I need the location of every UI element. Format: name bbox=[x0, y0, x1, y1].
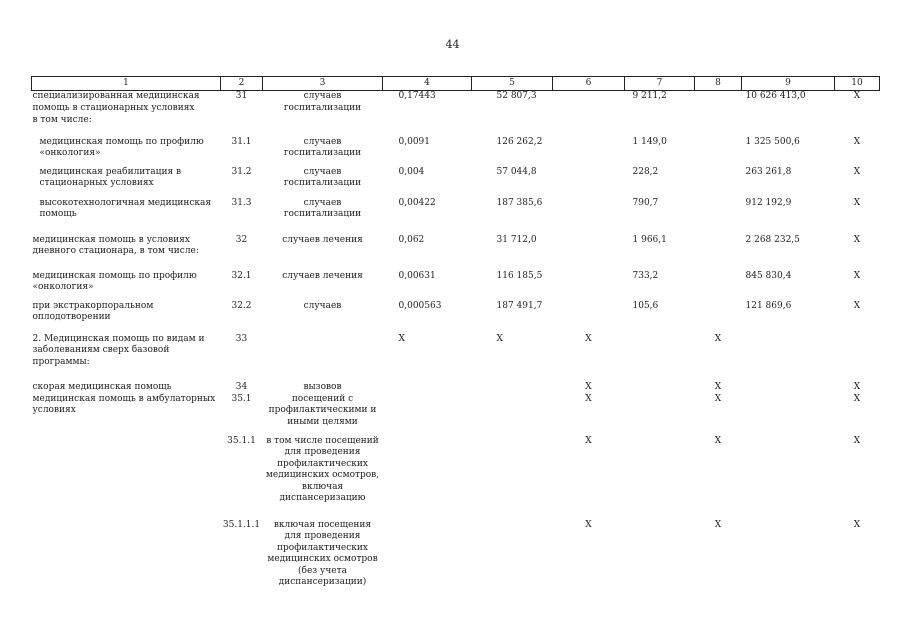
norm-cost: 116 185,5 bbox=[496, 270, 543, 281]
col-header-6: 6 bbox=[553, 77, 625, 91]
per-capita bbox=[625, 382, 695, 394]
col-10: Х bbox=[853, 197, 861, 208]
table-row bbox=[32, 271, 880, 301]
unit: случаев госпитализации bbox=[283, 197, 362, 219]
col-6 bbox=[553, 137, 625, 167]
total-cost: 263 261,8 bbox=[745, 166, 792, 177]
unit: случаев госпитализации bbox=[283, 166, 362, 188]
col-6 bbox=[553, 271, 625, 301]
row-code: 35.1.1 bbox=[227, 435, 256, 446]
row-label: скорая медицинская помощь bbox=[32, 381, 172, 392]
norm-cost bbox=[472, 394, 553, 436]
per-capita: 228,2 bbox=[632, 166, 659, 177]
norm-cost: 187 491,7 bbox=[496, 300, 543, 311]
row-code: 32.2 bbox=[231, 300, 252, 311]
table-row bbox=[32, 91, 880, 115]
total-cost: 845 830,4 bbox=[745, 270, 792, 281]
per-capita: 1 149,0 bbox=[632, 136, 667, 147]
per-capita bbox=[625, 520, 695, 589]
unit: посещений с профилактическими и иными целями bbox=[268, 393, 377, 427]
table-row bbox=[32, 394, 880, 436]
col-6: Х bbox=[585, 381, 592, 392]
row-label: при экстракорпоральном оплодотворении bbox=[32, 300, 154, 322]
norm-volume bbox=[383, 436, 472, 520]
col-8 bbox=[695, 198, 742, 235]
row-code: 31 bbox=[235, 91, 248, 101]
table-row bbox=[32, 436, 880, 520]
unit: случаев лечения bbox=[282, 270, 363, 281]
col-10: Х bbox=[853, 519, 861, 530]
col-6 bbox=[553, 198, 625, 235]
per-capita: 105,6 bbox=[632, 300, 659, 311]
norm-cost: 126 262,2 bbox=[496, 136, 543, 147]
col-10: Х bbox=[853, 91, 861, 101]
total-cost bbox=[742, 394, 835, 436]
row-code: 35.1.1.1 bbox=[222, 519, 261, 530]
per-capita: 9 211,2 bbox=[632, 91, 667, 101]
col-10: Х bbox=[853, 435, 861, 446]
page-number: 44 bbox=[445, 38, 460, 51]
row-code: 31.3 bbox=[231, 197, 252, 208]
row-code bbox=[221, 115, 263, 137]
row-label bbox=[32, 520, 221, 589]
total-cost bbox=[742, 382, 835, 394]
table-row bbox=[32, 167, 880, 198]
row-code: 35.1 bbox=[231, 393, 252, 404]
col-10: Х bbox=[853, 234, 861, 245]
col-8: Х bbox=[714, 381, 722, 392]
col-6: Х bbox=[585, 519, 592, 530]
col-6: Х bbox=[585, 435, 592, 446]
col-10: Х bbox=[853, 381, 861, 392]
per-capita: 733,2 bbox=[632, 270, 659, 281]
row-code: 32 bbox=[235, 234, 248, 245]
row-label: в том числе: bbox=[32, 114, 92, 125]
col-10: Х bbox=[853, 300, 861, 311]
col-10: Х bbox=[853, 166, 861, 177]
total-cost: 912 192,9 bbox=[745, 197, 792, 208]
row-label: медицинская помощь в амбулаторных условиях bbox=[32, 393, 216, 415]
norm-cost: 57 044,8 bbox=[496, 166, 537, 177]
norm-cost bbox=[472, 436, 553, 520]
col-header-3: 3 bbox=[263, 77, 383, 91]
norm-cost: Х bbox=[496, 333, 503, 344]
per-capita bbox=[625, 394, 695, 436]
norm-volume: 0,00422 bbox=[398, 197, 436, 208]
row-code: 34 bbox=[235, 381, 248, 392]
per-capita: 790,7 bbox=[632, 197, 659, 208]
total-cost bbox=[742, 436, 835, 520]
total-cost: 121 869,6 bbox=[745, 300, 792, 311]
col-header-10: 10 bbox=[835, 77, 880, 91]
col-header-7: 7 bbox=[625, 77, 695, 91]
per-capita bbox=[625, 436, 695, 520]
col-8 bbox=[695, 91, 742, 115]
col-header-9: 9 bbox=[742, 77, 835, 91]
row-label: высокотехнологичная медицинская помощь bbox=[39, 197, 212, 219]
norm-volume bbox=[383, 382, 472, 394]
col-8: Х bbox=[714, 333, 722, 344]
col-6: Х bbox=[585, 333, 592, 344]
col-8 bbox=[695, 167, 742, 198]
row-code: 31.2 bbox=[231, 166, 252, 177]
norm-cost: 187 385,6 bbox=[496, 197, 543, 208]
table-row bbox=[32, 115, 880, 137]
table-row bbox=[32, 520, 880, 589]
total-cost: 1 325 500,6 bbox=[745, 136, 800, 147]
table-row bbox=[32, 301, 880, 334]
row-label: медицинская реабилитация в стационарных условиях bbox=[39, 166, 182, 188]
table-row bbox=[32, 137, 880, 167]
col-10: Х bbox=[853, 136, 861, 147]
unit: в том числе посещений для проведения профилактических медицинских осмотров, включая диспансеризацию bbox=[265, 435, 380, 503]
col-8 bbox=[695, 301, 742, 334]
col-6: Х bbox=[585, 393, 592, 404]
col-6 bbox=[553, 115, 625, 137]
col-8: Х bbox=[714, 393, 722, 404]
col-header-8: 8 bbox=[695, 77, 742, 91]
col-10: Х bbox=[853, 270, 861, 281]
col-10 bbox=[835, 334, 880, 382]
unit: случаев госпитализации bbox=[283, 91, 362, 113]
norm-cost bbox=[472, 382, 553, 394]
norm-volume bbox=[383, 394, 472, 436]
total-cost bbox=[742, 520, 835, 589]
row-label: медицинская помощь по профилю «онкология» bbox=[39, 136, 204, 158]
total-cost: 2 268 232,5 bbox=[745, 234, 800, 245]
col-10: Х bbox=[853, 393, 861, 404]
col-header-2: 2 bbox=[221, 77, 263, 91]
total-cost bbox=[742, 115, 835, 137]
total-cost: 10 626 413,0 bbox=[745, 91, 806, 101]
unit: включая посещения для проведения профилактических медицинских осмотров (без учета диспансеризации) bbox=[267, 519, 378, 587]
norm-volume: 0,062 bbox=[398, 234, 425, 245]
col-6 bbox=[553, 167, 625, 198]
col-header-4: 4 bbox=[383, 77, 472, 91]
table-row bbox=[32, 198, 880, 235]
table-row bbox=[32, 334, 880, 382]
unit: случаев bbox=[303, 300, 342, 311]
col-6 bbox=[553, 235, 625, 271]
per-capita bbox=[625, 115, 695, 137]
row-code: 33 bbox=[235, 333, 248, 344]
col-8: Х bbox=[714, 519, 722, 530]
data-table bbox=[31, 76, 880, 589]
table-row bbox=[32, 382, 880, 394]
norm-volume: 0,004 bbox=[398, 166, 425, 177]
norm-volume bbox=[383, 520, 472, 589]
norm-volume: 0,000563 bbox=[398, 300, 442, 311]
col-header-1: 1 bbox=[32, 77, 221, 91]
col-8 bbox=[695, 235, 742, 271]
col-6 bbox=[553, 91, 625, 115]
col-8 bbox=[695, 115, 742, 137]
col-8 bbox=[695, 271, 742, 301]
unit bbox=[263, 115, 383, 137]
col-8: Х bbox=[714, 435, 722, 446]
row-label: 2. Медицинская помощь по видам и заболеваниям сверх базовой программы: bbox=[32, 333, 205, 367]
row-label: специализированная медицинская помощь в стационарных условиях bbox=[32, 91, 200, 113]
per-capita: 1 966,1 bbox=[632, 234, 667, 245]
row-code: 31.1 bbox=[231, 136, 252, 147]
column-number-row bbox=[32, 77, 880, 91]
table-body bbox=[32, 91, 880, 589]
norm-volume: 0,0091 bbox=[398, 136, 430, 147]
norm-cost: 52 807,3 bbox=[496, 91, 537, 101]
norm-cost: 31 712,0 bbox=[496, 234, 537, 245]
row-label: медицинская помощь в условиях дневного стационара, в том числе: bbox=[32, 234, 199, 256]
row-code: 32.1 bbox=[231, 270, 252, 281]
unit: вызовов bbox=[303, 381, 342, 392]
col-6 bbox=[553, 301, 625, 334]
norm-volume bbox=[383, 115, 472, 137]
col-10 bbox=[835, 115, 880, 137]
col-8 bbox=[695, 137, 742, 167]
norm-cost bbox=[472, 520, 553, 589]
norm-cost bbox=[472, 115, 553, 137]
unit: случаев лечения bbox=[282, 234, 363, 245]
norm-volume: 0,00631 bbox=[398, 270, 436, 281]
unit: случаев госпитализации bbox=[283, 136, 362, 158]
row-label bbox=[32, 436, 221, 520]
per-capita bbox=[625, 334, 695, 382]
norm-volume: Х bbox=[398, 333, 405, 344]
unit bbox=[263, 334, 383, 382]
table-row bbox=[32, 235, 880, 271]
col-header-5: 5 bbox=[472, 77, 553, 91]
total-cost bbox=[742, 334, 835, 382]
norm-volume: 0,17443 bbox=[398, 91, 436, 101]
row-label: медицинская помощь по профилю «онкология» bbox=[32, 270, 197, 292]
